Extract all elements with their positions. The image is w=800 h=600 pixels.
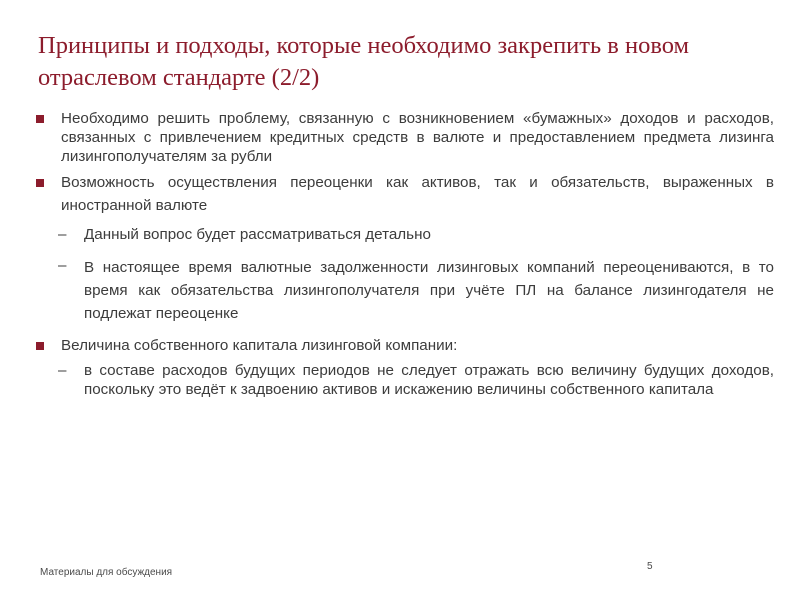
square-bullet-icon <box>36 115 44 123</box>
sub-bullet-text: Данный вопрос будет рассматриваться детально <box>84 226 431 243</box>
bullet-text: Необходимо решить проблему, связанную с возникновением «бумажных» доходов и расходов, связанных с привлечением кредитных средств в валюте и предоставлением предмета лизинга лизингополучателям за рубли <box>61 110 774 165</box>
bullet-item <box>34 336 774 355</box>
dash-bullet-icon: – <box>58 257 67 274</box>
sub-bullet-item <box>34 256 774 325</box>
sub-bullet-text: в составе расходов будущих периодов не следует отражать всю величину будущих доходов, поскольку это ведёт к задвоению активов и искажению величины собственного капитала <box>84 362 774 398</box>
bullet-text: Величина собственного капитала лизинговой компании: <box>61 337 458 354</box>
footer-note: Материалы для обсуждения <box>40 567 173 578</box>
sub-bullet-text: В настоящее время валютные задолженности лизинговых компаний переоцениваются, в то время как обязательства лизингополучателя при учёте ПЛ на балансе лизингодателя не подлежат переоценке <box>84 259 774 322</box>
square-bullet-icon <box>36 342 44 350</box>
bullet-item <box>34 109 774 166</box>
slide-title: Принципы и подходы, которые необходимо закрепить в новом отраслевом стандарте (2/2) <box>38 32 690 91</box>
square-bullet-icon <box>36 179 44 187</box>
dash-bullet-icon: – <box>58 362 67 379</box>
page-number: 5 <box>647 561 653 572</box>
slide-content <box>34 109 774 399</box>
sub-bullet-item <box>34 361 774 399</box>
dash-bullet-icon: – <box>58 226 67 243</box>
bullet-item <box>34 171 774 217</box>
sub-bullet-item <box>34 225 774 244</box>
bullet-text: Возможность осуществления переоценки как активов, так и обязательств, выраженных в иностранной валюте <box>61 174 774 214</box>
